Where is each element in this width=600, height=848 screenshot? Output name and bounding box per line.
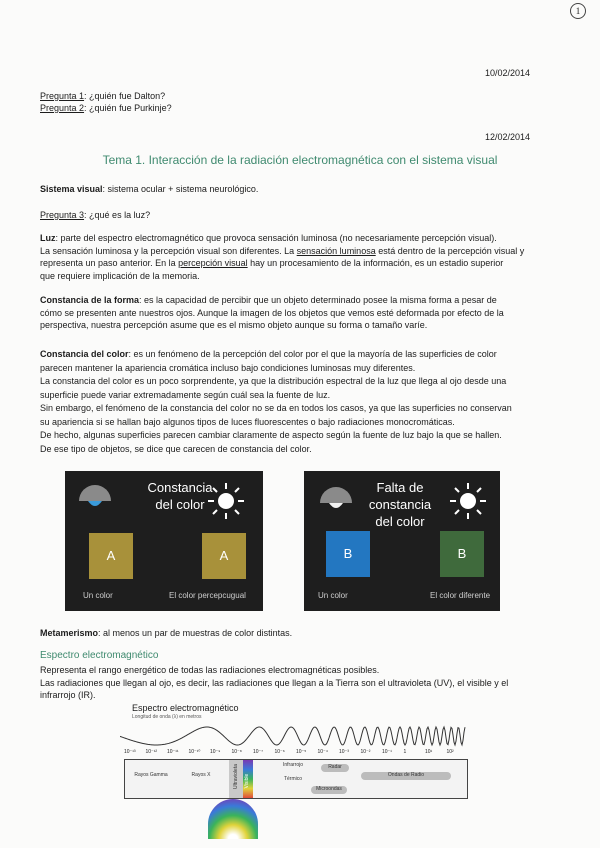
color-line-7: De hecho, algunas superficies parecen cambiar claramente de aspecto según la fuente de luz bajo la que se hallen. (40, 430, 502, 440)
sun-icon (206, 481, 246, 521)
visible-fan (208, 799, 258, 839)
spectrum-tick: 10¹ (425, 749, 433, 755)
espectro-line-3: infrarrojo (IR). (40, 690, 96, 700)
spectrum-title: Espectro electromagnético (132, 703, 239, 713)
color-line-1 (40, 348, 570, 362)
color-text-1: : es un fenómeno de la percepción del color por el que la mayoría de las superficies de color (128, 349, 497, 359)
espectro-heading: Espectro electromagnético (40, 650, 159, 661)
luz-line-3 (40, 257, 570, 270)
spectrum-tick: 10⁻⁴ (317, 749, 328, 755)
color-term: Constancia del color (40, 349, 129, 359)
band-ir: Infrarrojo (282, 762, 303, 768)
espectro-line-2: Las radiaciones que llegan al ojo, es decir, las radiaciones que llegan a la Tierra son el ultravioleta (UV), el visible y el (40, 677, 509, 688)
color-line-8: De ese tipo de objetos, se dice que carecen de constancia del color. (40, 443, 312, 454)
espectro-paragraph (40, 664, 580, 702)
luz-text-2a: La sensación luminosa y la percepción visual son diferentes. La (40, 245, 297, 256)
luz-text-3b: percepción visual (178, 258, 248, 268)
luz-text-2c: está dentro de la percepción visual y (375, 245, 525, 256)
spectrum-bands (124, 759, 468, 799)
caption-left-1: Un color (83, 591, 113, 600)
date-2: 12/02/2014 (484, 132, 530, 142)
spectrum-tick: 10⁻⁵ (296, 749, 307, 755)
question-2-text: : ¿quién fue Purkinje? (84, 103, 172, 113)
spectrum-tick: 10⁻¹ (382, 749, 392, 755)
question-1 (40, 90, 165, 103)
caption-right-1: Un color (318, 591, 348, 600)
spectrum-tick: 10⁻⁹ (210, 749, 221, 755)
metamerismo-term: Metamerismo (40, 628, 99, 638)
spectrum-tick: 10⁻² (360, 749, 371, 755)
spectrum-tick: 10⁻¹³ (124, 749, 136, 755)
figure-right-title-2: constancia (368, 497, 432, 512)
spectrum-tick: 10⁻⁶ (274, 749, 285, 755)
luz-text-2b: sensación luminosa (296, 245, 376, 256)
caption-left-2: El color percepcugual (169, 591, 246, 600)
sun-icon (448, 481, 488, 521)
luz-line-1 (40, 232, 570, 245)
luz-text-1: : parte del espectro electromagnético que provoca sensación luminosa (no necesariamente percepción visual). (55, 233, 497, 243)
band-x: Rayos X (191, 772, 211, 778)
color-line-6: su apariencia si se hallan bajo algunos tipos de luces fluorescentes o bajo radiaciones monocromáticas. (40, 416, 455, 427)
color-line-5: Sin embargo, el fenómeno de la constancia del color no se da en todos los casos, ya que las superficies no conservan (40, 403, 512, 413)
spectrum-tick: 10² (446, 749, 454, 755)
question-2 (40, 102, 172, 115)
band-micro: Microondas (311, 786, 347, 794)
spectrum-tick: 10⁻⁷ (253, 749, 264, 755)
spectrum-tick: 10⁻³ (339, 749, 349, 755)
question-2-label: Pregunta 2 (40, 103, 85, 113)
spectrum-tick: 10⁻¹¹ (167, 749, 179, 755)
question-3-label: Pregunta 3 (40, 210, 85, 220)
metamerismo (40, 627, 292, 640)
forma-text-1: : es la capacidad de percibir que un objeto determinado posee la misma forma a pesar de (139, 295, 497, 305)
forma-line-2: cómo se presenten ante nuestros ojos. Aunque la imagen de los objetos que vemos esté deformada por efecto de la (40, 307, 504, 318)
band-radar: Radar (321, 764, 349, 772)
metamerismo-text: : al menos un par de muestras de color distintas. (98, 628, 293, 638)
figure-left-title-1: Constancia (147, 480, 213, 495)
color-paragraph (40, 348, 570, 456)
spectrum-tick: 10⁻¹⁰ (188, 749, 201, 755)
luz-line-2 (40, 245, 570, 258)
sistema-visual (40, 183, 258, 196)
page-number: 1 (570, 3, 586, 19)
color-line-3: La constancia del color es un poco sorprendente, ya que la distribución espectral de la luz que llega al ojo desde una (40, 376, 507, 386)
sistema-visual-text: : sistema ocular + sistema neurológico. (102, 184, 259, 194)
wave-graphic (120, 721, 470, 751)
lamp-icon (318, 485, 354, 511)
square-b-1: B (326, 531, 370, 577)
band-thermal: Térmico (283, 776, 303, 782)
sistema-visual-term: Sistema visual (40, 184, 103, 194)
spectrum-figure (120, 703, 470, 843)
square-a-2: A (202, 533, 246, 579)
figure-right-title (360, 479, 440, 530)
date-1: 10/02/2014 (484, 68, 530, 78)
forma-term: Constancia de la forma (40, 295, 140, 305)
square-a-1: A (89, 533, 133, 579)
band-uv: Ultravioleta (233, 763, 239, 789)
figure-right-title-3: del color (375, 514, 425, 529)
page-title: Tema 1. Interacción de la radiación electromagnética con el sistema visual (102, 153, 498, 167)
spectrum-tick: 10⁻⁸ (231, 749, 242, 755)
spectrum-tick: 1 (403, 749, 407, 755)
color-line-2: parecen mantener la apariencia cromática incluso bajo condiciones luminosas muy diferentes. (40, 362, 416, 373)
luz-text-3a: representa un paso anterior. En la (40, 258, 179, 268)
spectrum-tick: 10⁻¹² (145, 749, 158, 755)
lamp-icon (77, 483, 113, 509)
spectrum-ticks (120, 749, 470, 757)
band-radio: Ondas de Radio (361, 772, 451, 780)
luz-text-3c: hay un procesamiento de la información, es un estadio superior (247, 258, 504, 268)
band-gamma: Rayos Gamma (134, 772, 168, 778)
color-line-4: superficie puede variar extremadamente según cuál sea la fuente de luz. (40, 389, 331, 400)
figure-left-title-2: del color (155, 497, 205, 512)
forma-line-1 (40, 294, 570, 307)
luz-line-4: que requiere implicación de la memoria. (40, 270, 200, 281)
forma-paragraph (40, 294, 570, 332)
band-visible: Visible (244, 773, 250, 789)
luz-term: Luz (40, 233, 56, 243)
question-1-label: Pregunta 1 (40, 91, 85, 101)
question-3-text: : ¿qué es la luz? (84, 210, 151, 220)
luz-paragraph (40, 232, 570, 282)
forma-line-3: perspectiva, nuestra percepción asume que es el mismo objeto aunque su forma o tamaño varíe. (40, 320, 428, 330)
caption-right-2: El color diferente (430, 591, 491, 600)
question-1-text: : ¿quién fue Dalton? (84, 91, 166, 101)
square-b-2: B (440, 531, 484, 577)
espectro-line-1: Representa el rango energético de todas las radiaciones electromagnéticas posibles. (40, 665, 380, 675)
figure-falta-constancia (304, 471, 500, 611)
question-3 (40, 209, 150, 222)
figure-right-title-1: Falta de (376, 480, 424, 495)
spectrum-subtitle: Longitud de onda (λ) en metros (132, 714, 202, 720)
